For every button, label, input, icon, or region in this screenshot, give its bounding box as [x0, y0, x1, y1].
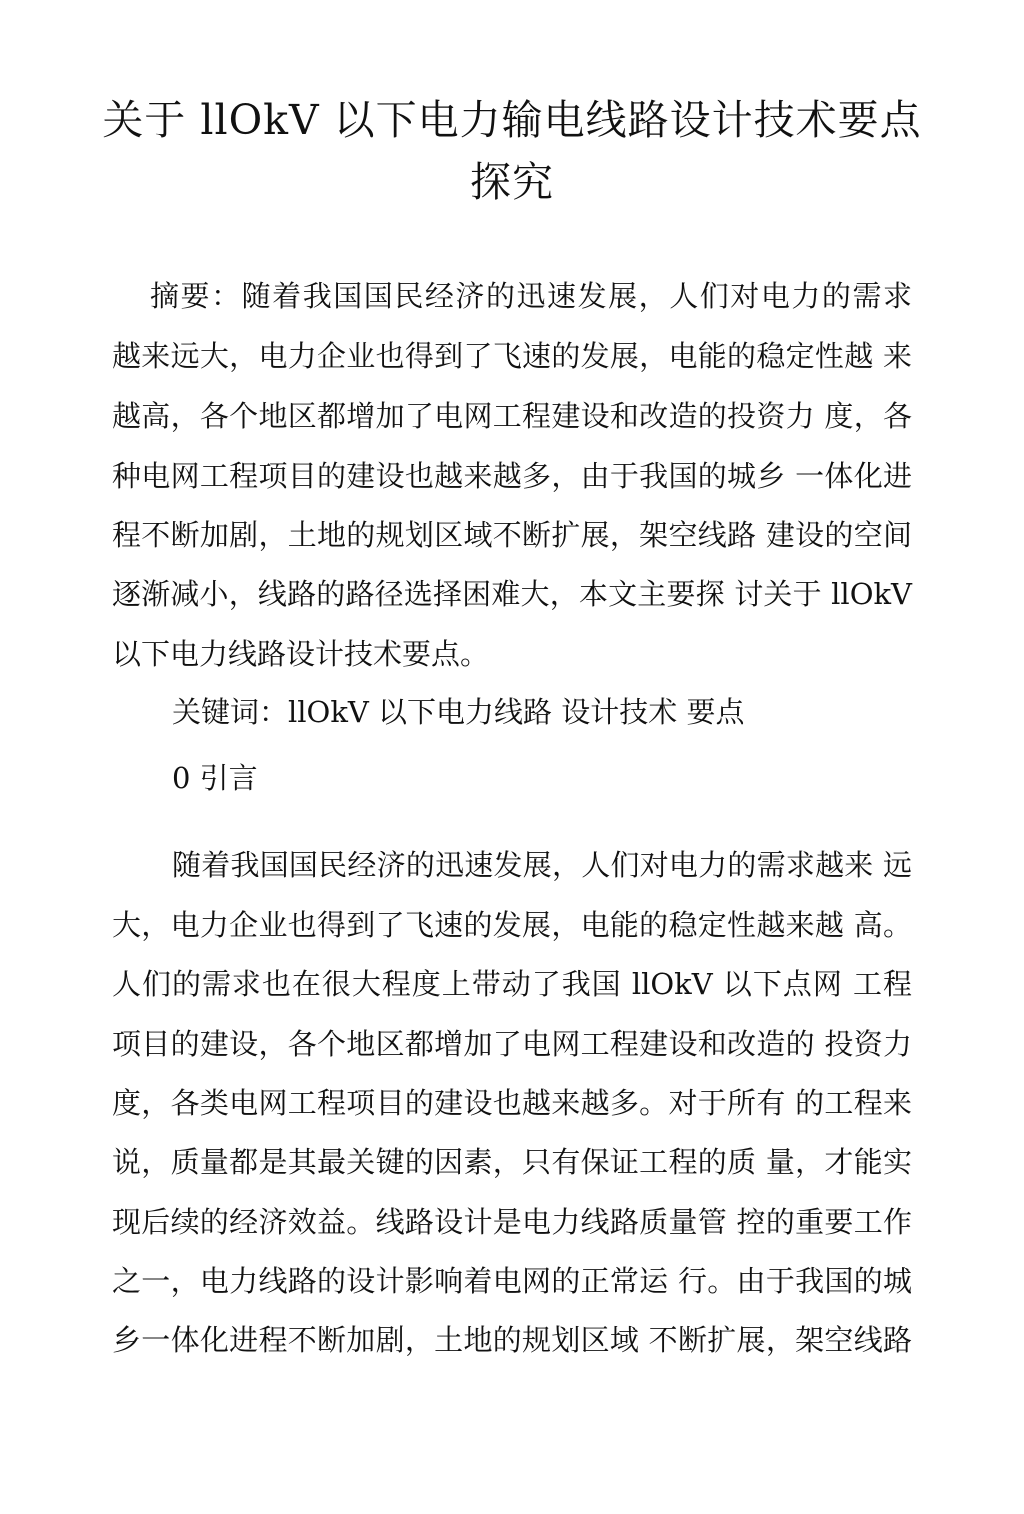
body-line: 大，电力企业也得到了飞速的发展，电能的稳定性越来越 高。	[112, 908, 912, 942]
abstract-line: 越来远大，电力企业也得到了飞速的发展，电能的稳定性越 来	[112, 339, 912, 373]
abstract-line: 摘要：随着我国国民经济的迅速发展，人们对电力的需求	[150, 279, 912, 313]
body-line: 人们的需求也在很大程度上带动了我国 llOkV 以下点网 工程	[112, 967, 912, 1001]
title-line-1: 关于 llOkV 以下电力输电线路设计技术要点	[102, 96, 922, 144]
body-line: 之一，电力线路的设计影响着电网的正常运 行。由于我国的城	[112, 1264, 912, 1298]
abstract-line: 以下电力线路设计技术要点。	[112, 637, 490, 671]
body-line: 项目的建设，各个地区都增加了电网工程建设和改造的 投资力	[112, 1027, 912, 1061]
abstract-line: 逐渐减小，线路的路径选择困难大，本文主要探 讨关于 llOkV	[112, 577, 912, 611]
title-line-2: 探究	[470, 158, 554, 206]
abstract-line: 程不断加剧，土地的规划区域不断扩展，架空线路 建设的空间	[112, 518, 912, 552]
abstract-line: 种电网工程项目的建设也越来越多，由于我国的城乡 一体化进	[112, 459, 912, 493]
body-line: 现后续的经济效益。线路设计是电力线路质量管 控的重要工作	[112, 1205, 912, 1239]
body-line: 乡一体化进程不断加剧，土地的规划区域 不断扩展，架空线路	[112, 1323, 912, 1357]
section-heading: 0 引言	[172, 761, 258, 795]
abstract-line: 越高，各个地区都增加了电网工程建设和改造的投资力 度，各	[112, 399, 912, 433]
body-line: 说，质量都是其最关键的因素，只有保证工程的质 量，才能实	[112, 1145, 912, 1179]
keywords: 关键词：llOkV 以下电力线路 设计技术 要点	[172, 695, 745, 729]
body-line: 随着我国国民经济的迅速发展，人们对电力的需求越来 远	[172, 848, 912, 882]
body-line: 度，各类电网工程项目的建设也越来越多。对于所有 的工程来	[112, 1086, 912, 1120]
